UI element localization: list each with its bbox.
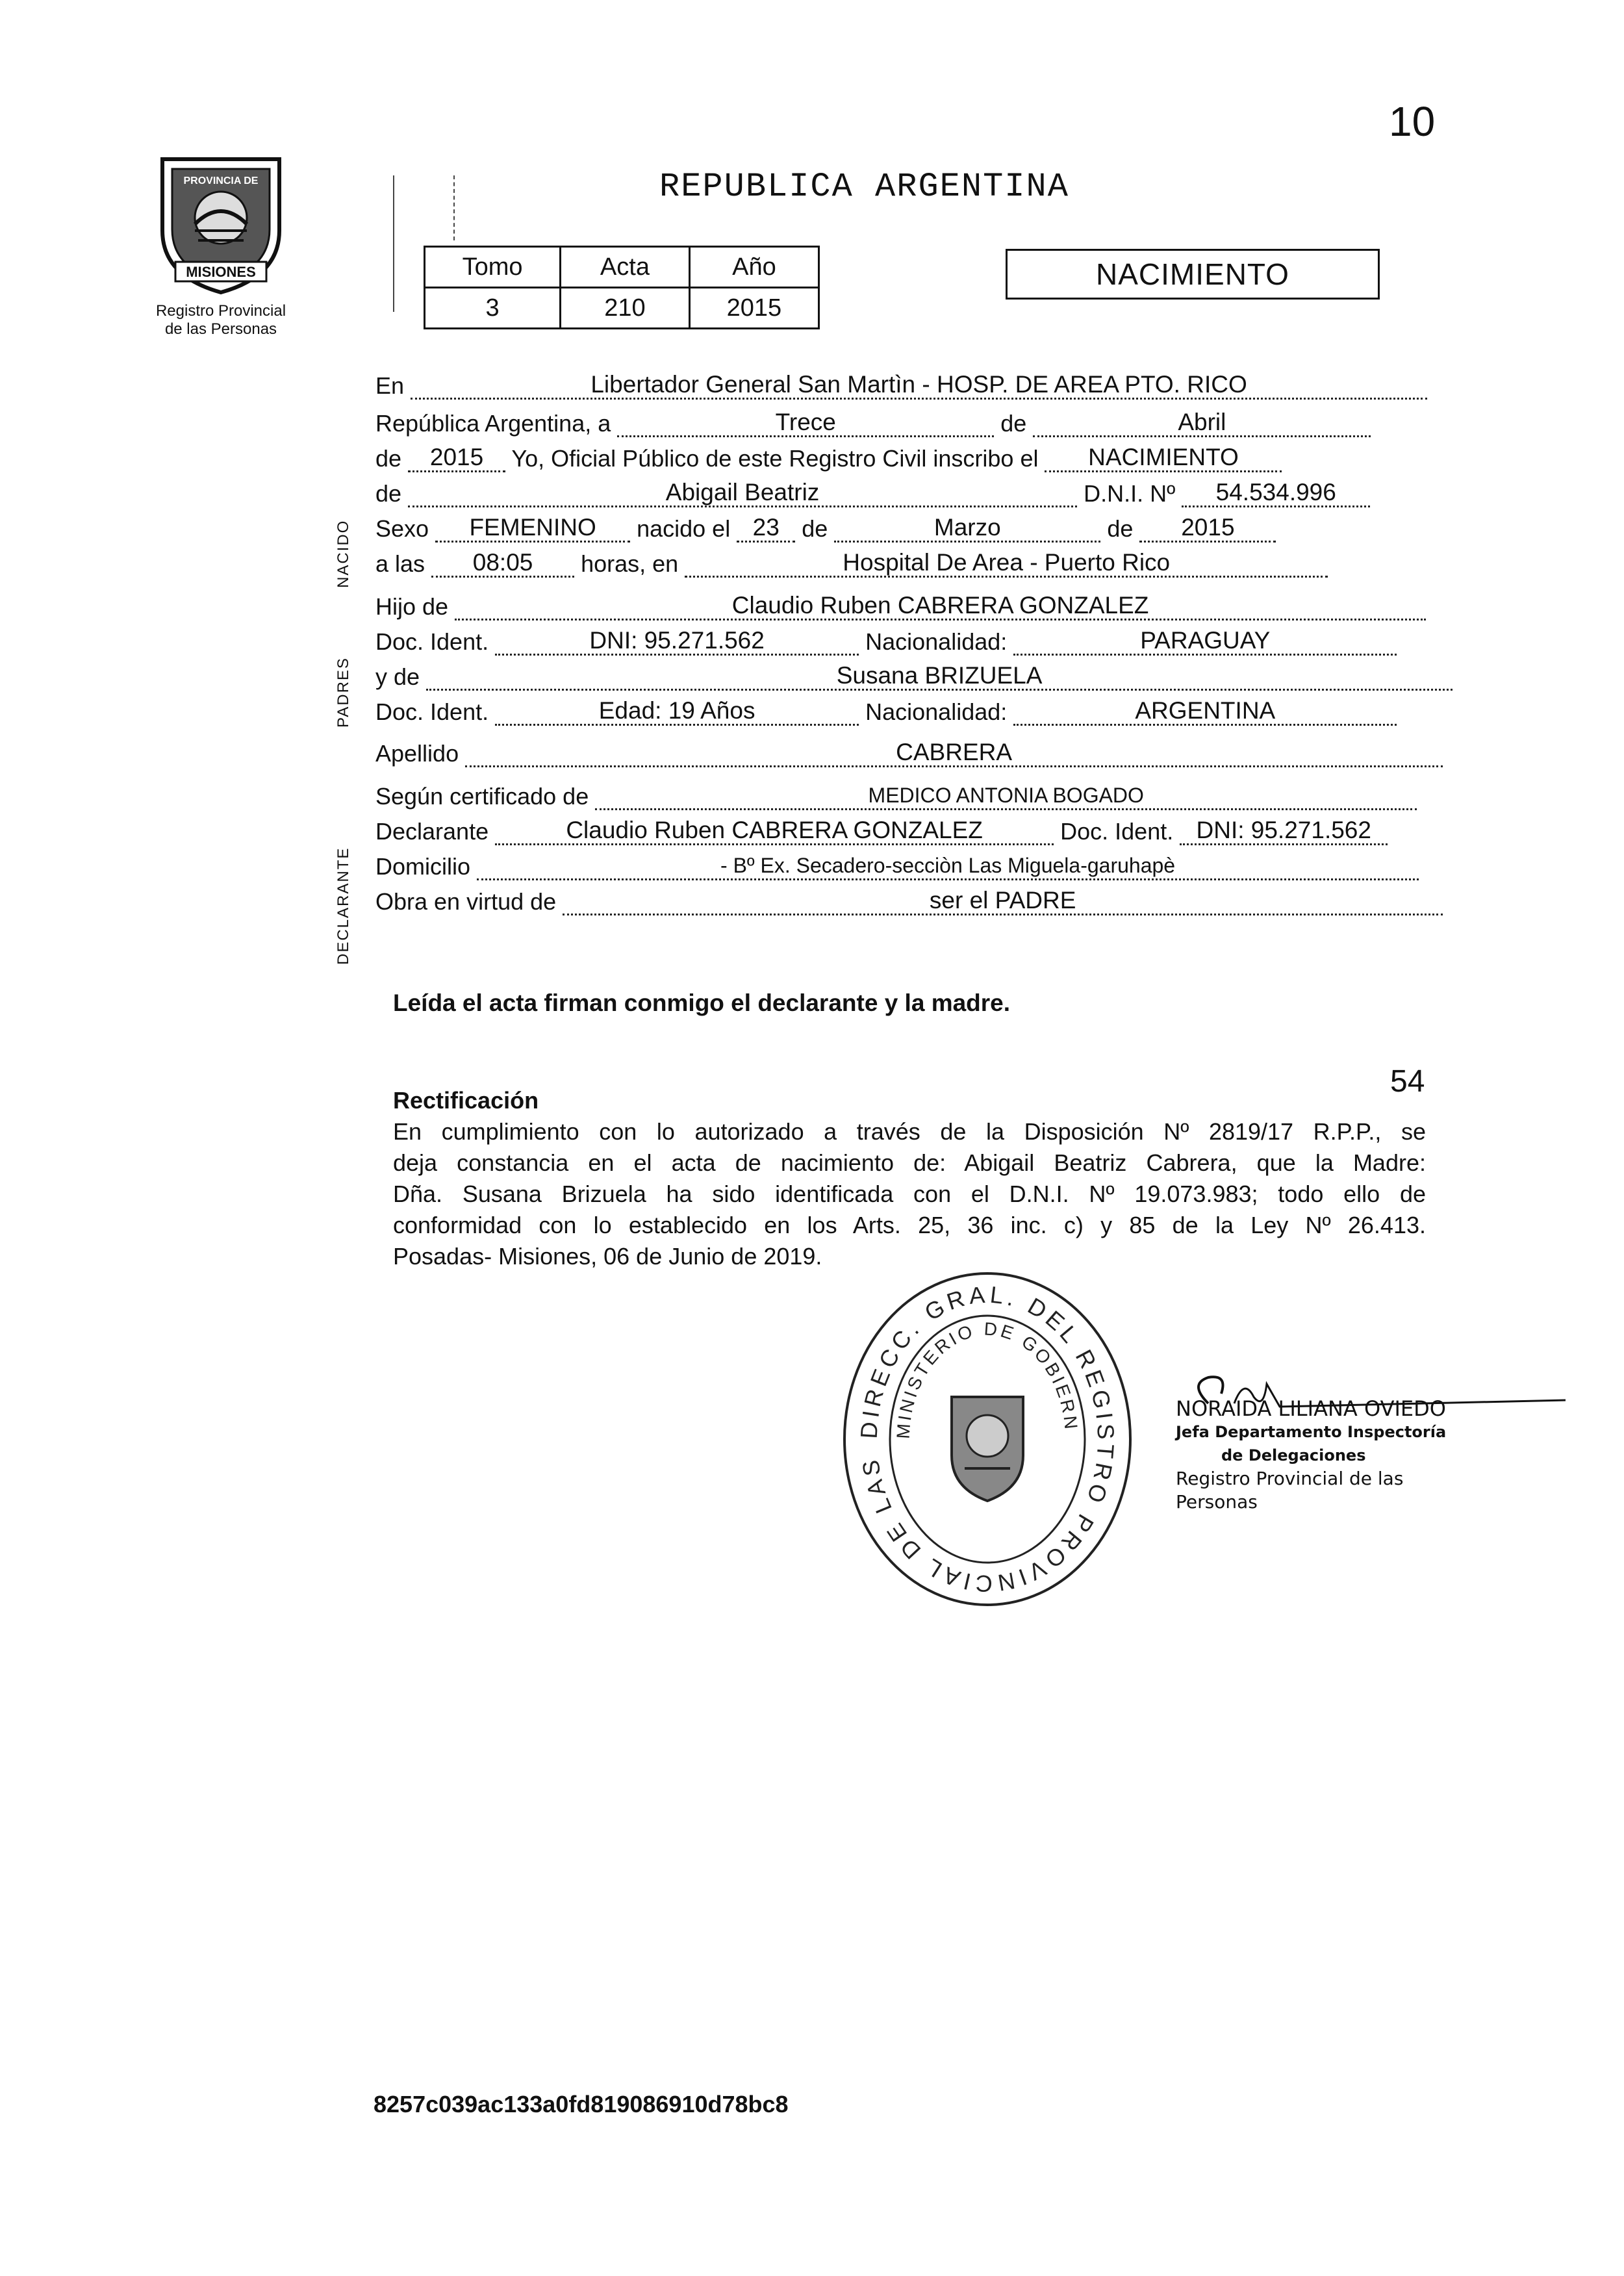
doc-ident2-label: Doc. Ident.: [375, 698, 489, 725]
dni-value: 54.534.996: [1182, 479, 1370, 507]
form-row-declarante: [375, 817, 1388, 845]
registry-reference-table: [424, 246, 820, 329]
official-stamp: [838, 1267, 1137, 1611]
anio-inscripcion-value: 2015: [408, 444, 505, 472]
domicilio-value: - Bº Ex. Secadero-secciòn Las Miguela-garuhapè: [477, 852, 1419, 880]
nacido-anio-value: 2015: [1139, 515, 1276, 543]
domicilio-label: Domicilio: [375, 853, 471, 880]
madre-nac-value: ARGENTINA: [1013, 698, 1397, 726]
inscribo-value: NACIMIENTO: [1045, 444, 1282, 472]
document-title: REPUBLICA ARGENTINA: [659, 168, 1069, 206]
de-label: de: [1000, 410, 1027, 437]
margin-line: [393, 175, 394, 312]
form-row-madre: [375, 663, 1453, 691]
stamp-outer-text: DIRECC. GRAL. DEL REGISTRO PROVINCIAL DE LAS: [855, 1281, 1120, 1598]
rectificacion-line1: En cumplimiento con lo autorizado a través de la Disposición Nº 2819/17 R.P.P., se: [393, 1118, 1426, 1145]
leida-statement: Leída el acta firman conmigo el declarante y la madre.: [393, 990, 1011, 1016]
de5-label: de: [1107, 515, 1134, 542]
side-label-padres: PADRES: [335, 657, 352, 728]
nacionalidad-label: Nacionalidad:: [865, 628, 1008, 655]
nacido-mes-value: Marzo: [834, 515, 1100, 543]
sexo-label: Sexo: [375, 515, 429, 542]
tomo-value: 3: [425, 288, 561, 329]
nombre-value: Abigail Beatriz: [408, 479, 1077, 507]
dia-value: Trece: [617, 409, 994, 437]
rectificacion-body: [393, 1116, 1426, 1272]
rectificacion-line2: deja constancia en el acta de nacimiento de: Abigail Beatriz Cabrera, que la Madre:: [393, 1149, 1426, 1176]
inscribo-label: Yo, Oficial Público de este Registro Civil inscribo el: [511, 445, 1039, 472]
horas-label: horas, en: [581, 550, 679, 577]
yde-label: y de: [375, 663, 420, 690]
form-row-hora: [375, 550, 1328, 578]
declarante-value: Claudio Ruben CABRERA GONZALEZ: [495, 817, 1054, 845]
republica-label: República Argentina, a: [375, 410, 611, 437]
apellido-label: Apellido: [375, 740, 459, 767]
form-row-obra: [375, 888, 1443, 915]
svg-text:PROVINCIA DE: PROVINCIA DE: [183, 175, 259, 186]
form-row-nombre: [375, 479, 1370, 507]
rectificacion-line3: Dña. Susana Brizuela ha sido identificada con el D.N.I. Nº 19.073.983; todo ello de: [393, 1181, 1426, 1207]
logo-caption: [117, 302, 325, 339]
signer-title2: de Delegaciones: [1221, 1446, 1366, 1464]
hora-value: 08:05: [431, 550, 574, 578]
obra-label: Obra en virtud de: [375, 888, 557, 915]
declarante-label: Declarante: [375, 818, 489, 845]
en-value: Libertador General San Martìn - HOSP. DE AREA PTO. RICO: [411, 372, 1427, 400]
segun-label: Según certificado de: [375, 783, 589, 810]
doc-ident3-label: Doc. Ident.: [1060, 818, 1174, 845]
dni-label: D.N.I. Nº: [1084, 480, 1176, 507]
document-type-box: NACIMIENTO: [1006, 249, 1380, 300]
acta-label: Acta: [561, 247, 690, 288]
signer-title3: Registro Provincial de las Personas: [1176, 1468, 1404, 1513]
padre-doc-value: DNI: 95.271.562: [495, 628, 859, 656]
provincial-seal-logo: [149, 146, 292, 296]
form-row-anio-inscripcion: [375, 444, 1282, 472]
sexo-value: FEMENINO: [435, 515, 630, 543]
en-label: En: [375, 372, 405, 399]
stamp-inner-text: MINISTERIO DE GOBIERN: [893, 1318, 1082, 1440]
form-row-madre-doc: [375, 698, 1397, 726]
form-row-padre: [375, 593, 1426, 620]
form-row-domicilio: [375, 852, 1419, 880]
rectificacion-line5: Posadas- Misiones, 06 de Junio de 2019.: [393, 1243, 822, 1270]
document-hash: 8257c039ac133a0fd819086910d78bc8: [374, 2091, 789, 2117]
form-row-lugar: [375, 372, 1427, 400]
rectificacion-number: 54: [1390, 1064, 1425, 1099]
de2-label: de: [375, 445, 402, 472]
logo-caption-line2: de las Personas: [164, 320, 277, 338]
signer-title1: Jefa Departamento Inspectoría: [1176, 1423, 1447, 1441]
anio-label: Año: [689, 247, 818, 288]
acta-value: 210: [561, 288, 690, 329]
padre-nac-value: PARAGUAY: [1013, 628, 1397, 656]
rectificacion-title: Rectificación: [393, 1087, 539, 1114]
de4-label: de: [802, 515, 828, 542]
stamp-coat-of-arms-icon: [952, 1397, 1023, 1501]
lugar-value: Hospital De Area - Puerto Rico: [685, 550, 1328, 578]
side-label-declarante: DECLARANTE: [335, 847, 352, 965]
nacido-dia-value: 23: [737, 515, 795, 543]
padre-value: Claudio Ruben CABRERA GONZALEZ: [455, 593, 1426, 620]
form-row-apellido: [375, 739, 1443, 767]
obra-value: ser el PADRE: [563, 888, 1443, 915]
form-row-certificado: [375, 782, 1417, 810]
form-row-fecha-inscripcion: [375, 409, 1371, 437]
form-row-sexo: [375, 515, 1276, 543]
alas-label: a las: [375, 550, 425, 577]
madre-doc-value: Edad: 19 Años: [495, 698, 859, 726]
svg-text:MISIONES: MISIONES: [186, 264, 256, 280]
hijo-label: Hijo de: [375, 593, 449, 620]
rectificacion-line4: conformidad con lo establecido en los Arts. 25, 36 inc. c) y 85 de la Ley Nº 26.413.: [393, 1212, 1426, 1238]
madre-value: Susana BRIZUELA: [426, 663, 1453, 691]
segun-value: MEDICO ANTONIA BOGADO: [595, 782, 1417, 810]
doc-ident-label: Doc. Ident.: [375, 628, 489, 655]
declarante-doc-value: DNI: 95.271.562: [1180, 817, 1388, 845]
signer-name: NORAIDA LILIANA OVIEDO: [1176, 1396, 1446, 1421]
logo-caption-line1: Registro Provincial: [155, 302, 286, 320]
anio-value: 2015: [689, 288, 818, 329]
form-row-padre-doc: [375, 628, 1397, 656]
mes-value: Abril: [1033, 409, 1371, 437]
tomo-label: Tomo: [425, 247, 561, 288]
margin-line: [453, 175, 455, 240]
de3-label: de: [375, 480, 402, 507]
apellido-value: CABRERA: [465, 739, 1443, 767]
page-number: 10: [1389, 98, 1436, 145]
side-label-nacido: NACIDO: [335, 519, 352, 588]
nacido-label: nacido el: [637, 515, 731, 542]
nacionalidad2-label: Nacionalidad:: [865, 698, 1008, 725]
signature-block: [1176, 1397, 1468, 1514]
